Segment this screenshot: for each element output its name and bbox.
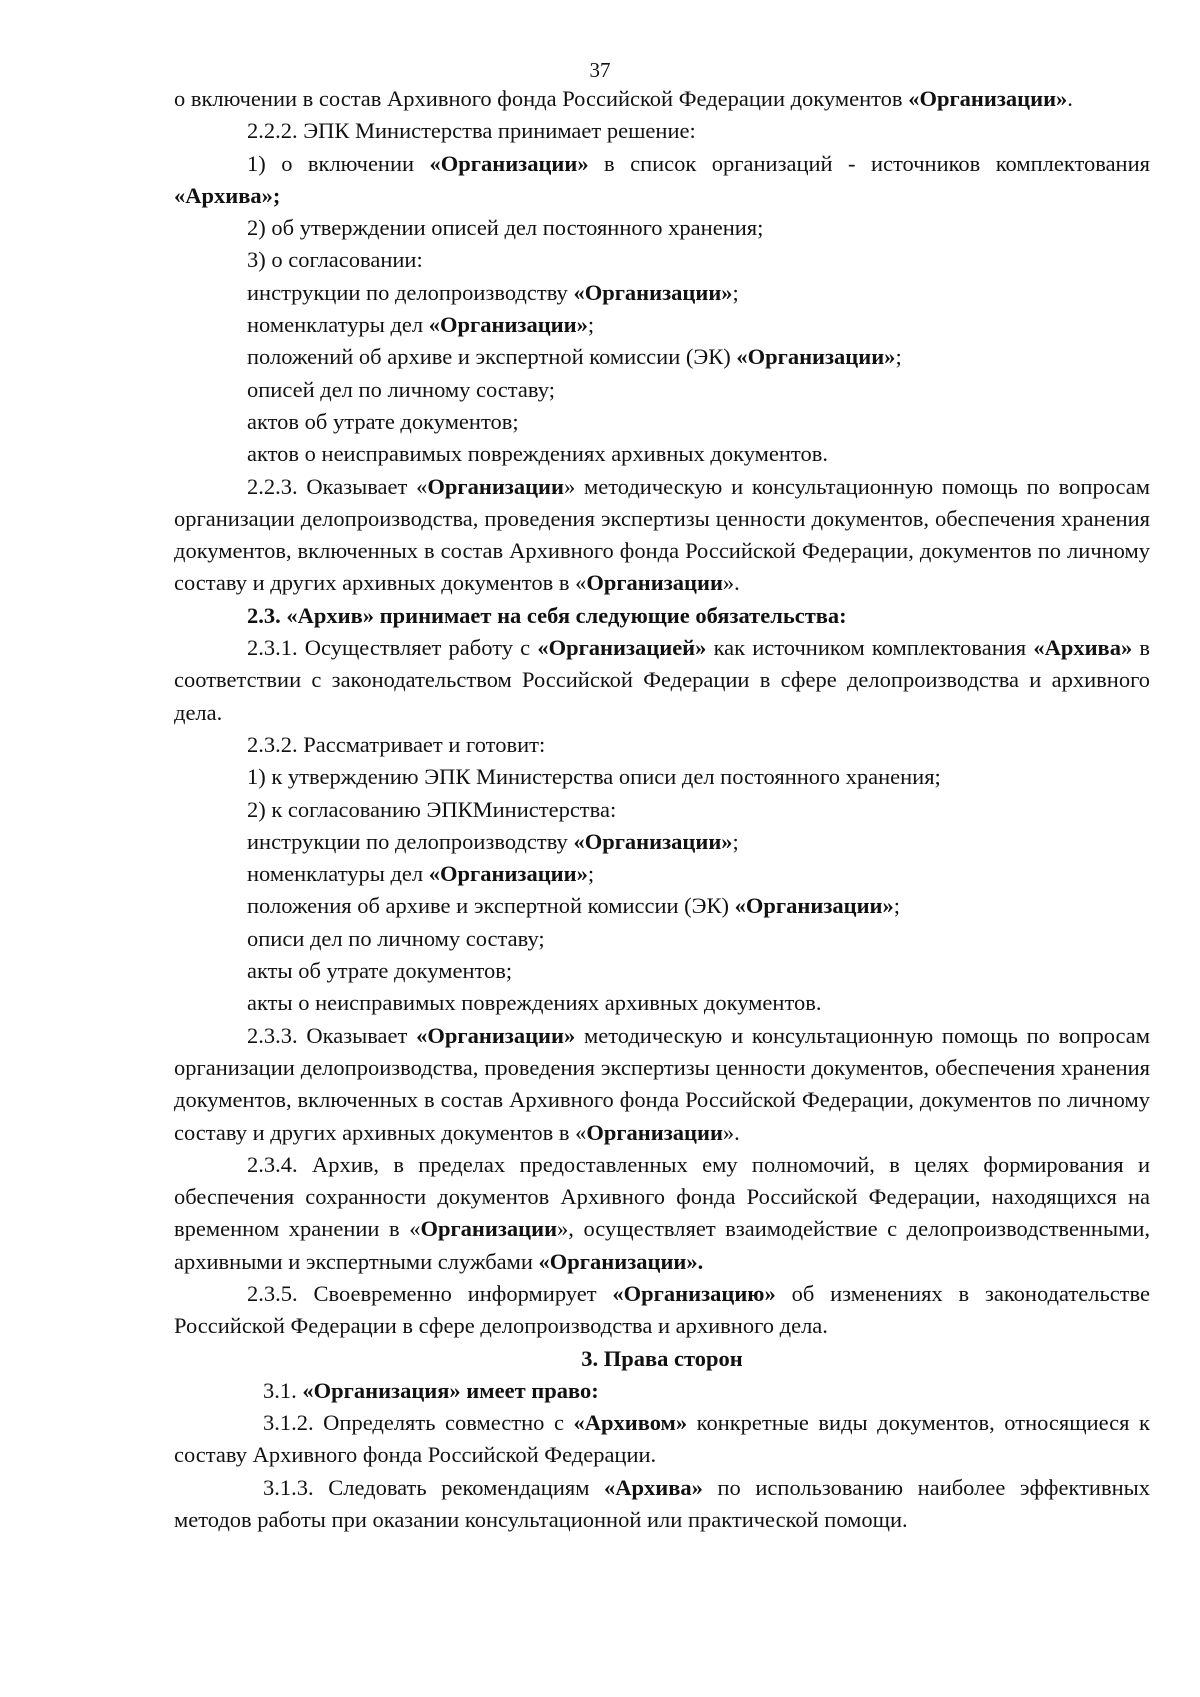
bold-text: Организации [420,1216,558,1242]
paragraph [174,1472,1150,1537]
text-run: . [1067,86,1073,111]
text-run: номенклатуры дел [247,312,429,338]
text-run: 2.3.2. Рассматривает и готовит: [247,731,546,757]
text-run: в список организаций - источников комплектования [588,150,1150,176]
text-run: об изменениях в законодательстве Российской Федерации в сфере делопроизводства и архивного дела. [174,1280,1150,1339]
text-run: как источником комплектования [706,635,1034,661]
text-run: » методическую и консультационную помощь по вопросам организации делопроизводства, проведения экспертизы ценности документов, обеспечения хранения документов, включенных в состав Архивного фонда Российской Федерации, документов по личному составу и других архивных документов в « [174,473,1150,596]
paragraph [174,632,1150,729]
bold-text: «Организации» [428,861,588,887]
text-run: инструкции по делопроизводству [247,828,574,854]
paragraph [174,1278,1150,1343]
text-run: 3.1. [263,1377,303,1403]
bold-text: «Организация» имеет право: [302,1377,599,1403]
text-run: акты об утрате документов; [247,958,513,984]
paragraph [174,923,1150,955]
paragraph [174,438,1150,470]
paragraph [174,148,1150,213]
paragraph [174,406,1150,438]
text-run: номенклатуры дел [247,861,429,887]
text-run: в соответствии с законодательством Российской Федерации в сфере делопроизводства и архивного дела. [174,635,1151,725]
bold-text: «Архива» [604,1474,703,1500]
text-run: ». [722,1119,740,1145]
bold-text: «Архивом» [573,1410,688,1436]
text-run: 2) об утверждении описей дел постоянного хранения; [247,215,764,241]
text-run: 1) к утверждению ЭПК Министерства описи дел постоянного хранения; [247,764,941,790]
paragraph [174,890,1150,922]
paragraph [174,309,1150,341]
paragraph [174,83,1150,115]
paragraph [174,374,1150,406]
document-body [174,83,1150,1536]
text-run: ; [895,344,902,370]
paragraph [174,341,1150,373]
paragraph [174,987,1150,1019]
bold-text: «Организации» [428,312,588,338]
bold-text: «Организации» [573,828,733,854]
paragraph [174,729,1150,761]
text-run: по использованию наиболее эффективных методов работы при оказании консультационной или практической помощи. [174,1474,1150,1533]
text-run: 1) о включении [247,150,430,176]
bold-text: «Организации» [908,86,1068,111]
text-run: 2.3.5. Своевременно информирует [247,1280,613,1306]
bold-text: «Организацию» [612,1280,776,1306]
text-run: 2) к согласованию ЭПКМинистерства: [247,796,617,822]
bold-text: «Организацией» [537,635,707,661]
bold-text: «Организации». [538,1248,704,1274]
bold-text: «Организации» [429,150,589,176]
bold-text: «Организации» [734,893,894,919]
text-run: описей дел по личному составу; [247,376,555,402]
paragraph [174,1343,1150,1375]
paragraph [174,277,1150,309]
paragraph [174,471,1150,600]
text-run: описи дел по личному составу; [247,925,545,951]
text-run: 3.1.2. Определять совместно с [263,1410,574,1436]
bold-text: «Организации» [416,1022,576,1048]
paragraph [174,955,1150,987]
text-run: методическую и консультационную помощь по вопросам организации делопроизводства, проведения экспертизы ценности документов, обеспечения хранения документов, включенных в состав Архивного фонда Российской Федерации, документов по личному составу и других архивных документов в « [174,1022,1150,1145]
text-run: акты о неисправимых повреждениях архивных документов. [247,990,822,1016]
text-run: инструкции по делопроизводству [247,279,574,305]
paragraph [174,826,1150,858]
text-run: ; [893,893,901,919]
text-run: 2.2.2. ЭПК Министерства принимает решение: [247,118,696,144]
paragraph [174,244,1150,276]
text-run: 3. Права сторон [581,1345,743,1371]
paragraph [174,115,1150,147]
bold-text: Организации [586,570,723,596]
paragraph [174,761,1150,793]
text-run: ; [732,279,739,305]
text-run: ». [722,570,740,596]
text-run: актов о неисправимых повреждениях архивных документов. [247,441,828,467]
bold-text: Организации [586,1119,723,1145]
text-run: ; [587,312,595,338]
paragraph [174,1020,1150,1149]
paragraph [174,212,1150,244]
text-run: ; [587,861,595,887]
text-run: 3.1.3. Следовать рекомендациям [263,1474,605,1500]
text-run: », осуществляет взаимодействие с делопроизводственными, архивными и экспертными службами [174,1216,1150,1274]
text-run: положения об архиве и экспертной комиссии (ЭК) [247,893,735,919]
bold-text: Организации [427,473,564,499]
bold-text: «Организации» [736,344,896,370]
text-run: 2.3.3. Оказывает [247,1022,417,1048]
text-run: 2.3.1. Осуществляет работу с [247,635,538,661]
bold-text: «Архива» [1033,635,1133,661]
paragraph [174,1375,1150,1407]
bold-text: 2.3. «Архив» принимает на себя следующие обязательства: [247,602,847,628]
bold-text: «Организации» [573,279,733,305]
text-run: 2.3.4. Архив, в пределах предоставленных ему полномочий, в целях формирования и обеспечения сохранности документов Архивного фонда Российской Федерации, находящихся на временном хранении в « [174,1151,1150,1242]
text-run: положений об архиве и экспертной комиссии (ЭК) [247,344,737,370]
text-run: актов об утрате документов; [247,408,519,434]
paragraph [174,794,1150,826]
text-run: 2.2.3. Оказывает « [247,473,428,499]
bold-text: «Архива»; [174,182,281,208]
paragraph [174,858,1150,890]
text-run: ; [732,828,739,854]
paragraph [174,1407,1150,1472]
text-run: о включении в состав Архивного фонда Российской Федерации документов [174,86,909,111]
text-run: 3) о согласовании: [247,247,423,273]
paragraph [174,600,1150,632]
text-run: конкретные виды документов, относящиеся к составу Архивного фонда Российской Федерации. [174,1410,1150,1468]
page-number: 37 [589,58,611,82]
paragraph [174,1149,1150,1278]
